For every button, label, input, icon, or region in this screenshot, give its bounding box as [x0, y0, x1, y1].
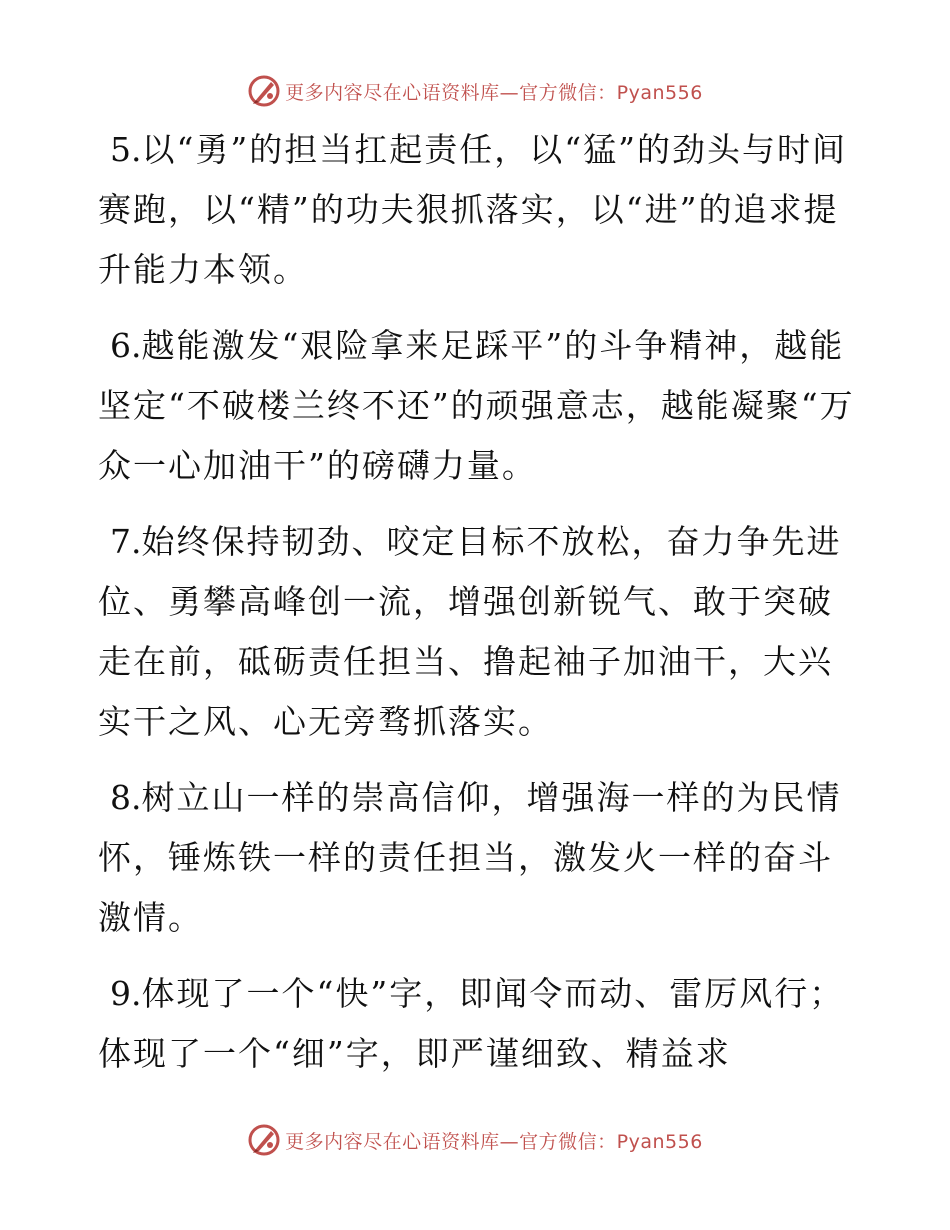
paragraph-text: 始终保持韧劲、咬定目标不放松，奋力争先进位、勇攀高峰创一流，增强创新锐气、敢于突破走在前，砥砺责任担当、撸起袖子加油干，大兴实干之风、心无旁骛抓落实。	[98, 522, 842, 741]
paragraph-number: 7.	[110, 522, 142, 561]
footer-banner-text: 更多内容尽在心语资料库—官方微信：Pyan556	[285, 1130, 703, 1153]
paragraph-8	[98, 768, 858, 948]
document-body	[98, 120, 858, 1100]
paragraph-7	[98, 512, 858, 752]
paragraph-text: 以“勇”的担当扛起责任，以“猛”的劲头与时间赛跑，以“精”的功夫狠抓落实，以“进”的追求提升能力本领。	[98, 130, 847, 289]
header-banner-text: 更多内容尽在心语资料库—官方微信：Pyan556	[285, 81, 703, 104]
paragraph-text: 树立山一样的崇高信仰，增强海一样的为民情怀，锤炼铁一样的责任担当，激发火一样的奋斗激情。	[98, 778, 842, 937]
paragraph-number: 8.	[110, 778, 142, 817]
paragraph-text: 越能激发“艰险拿来足踩平”的斗争精神，越能坚定“不破楼兰终不还”的顽强意志，越能凝聚“万众一心加油干”的磅礴力量。	[98, 326, 855, 485]
paragraph-6	[98, 316, 858, 496]
footer-banner	[0, 1120, 950, 1160]
paragraph-number: 9.	[110, 974, 142, 1013]
header-banner	[0, 71, 950, 111]
paragraph-number: 5.	[110, 130, 142, 169]
paragraph-9	[98, 964, 858, 1084]
paragraph-text: 体现了一个“快”字，即闻令而动、雷厉风行；体现了一个“细”字，即严谨细致、精益求	[98, 974, 845, 1073]
paragraph-5	[98, 120, 858, 300]
quill-pen-logo-icon	[247, 1123, 281, 1157]
quill-pen-logo-icon	[247, 74, 281, 108]
paragraph-number: 6.	[110, 326, 142, 365]
